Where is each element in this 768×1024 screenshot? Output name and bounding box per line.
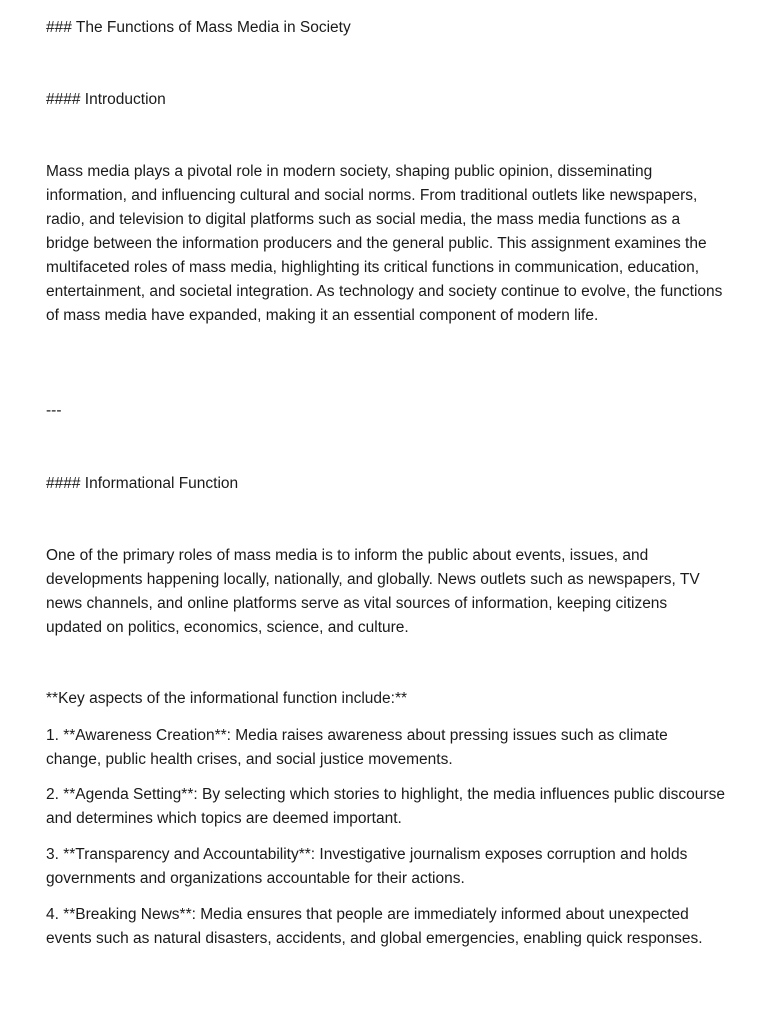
list-item-transparency-accountability: 3. **Transparency and Accountability**: Investigative journalism exposes corruption and holds governments and organizations accountable for their actions.: [46, 846, 688, 887]
informational-function-paragraph: One of the primary roles of mass media is to inform the public about events, issues, and developments happening locally, nationally, and globally. News outlets such as newspapers, TV news channels, and online platforms serve as vital sources of information, keeping citizens updated on politics, economics, science, and culture.: [46, 547, 700, 636]
informational-function-heading: #### Informational Function: [46, 475, 239, 492]
section-separator: ---: [46, 402, 62, 419]
introduction-heading: #### Introduction: [46, 91, 166, 108]
document-title: ### The Functions of Mass Media in Society: [46, 19, 351, 36]
list-item-awareness-creation: 1. **Awareness Creation**: Media raises awareness about pressing issues such as climate change, public health crises, and social justice movements.: [46, 727, 668, 768]
list-item-breaking-news: 4. **Breaking News**: Media ensures that people are immediately informed about unexpected events such as natural disasters, accidents, and global emergencies, enabling quick responses.: [46, 906, 703, 947]
list-item-agenda-setting: 2. **Agenda Setting**: By selecting which stories to highlight, the media influences public discourse and determines which topics are deemed important.: [46, 786, 725, 827]
key-aspects-heading: **Key aspects of the informational function include:**: [46, 690, 408, 707]
introduction-paragraph: Mass media plays a pivotal role in modern society, shaping public opinion, disseminating information, and influencing cultural and social norms. From traditional outlets like newspapers, radio, and television to digital platforms such as social media, the mass media functions as a bridge between the information producers and the general public. This assignment examines the multifaceted roles of mass media, highlighting its critical functions in communication, education, entertainment, and societal integration. As technology and society continue to evolve, the functions of mass media have expanded, making it an essential component of modern life.: [46, 163, 723, 324]
